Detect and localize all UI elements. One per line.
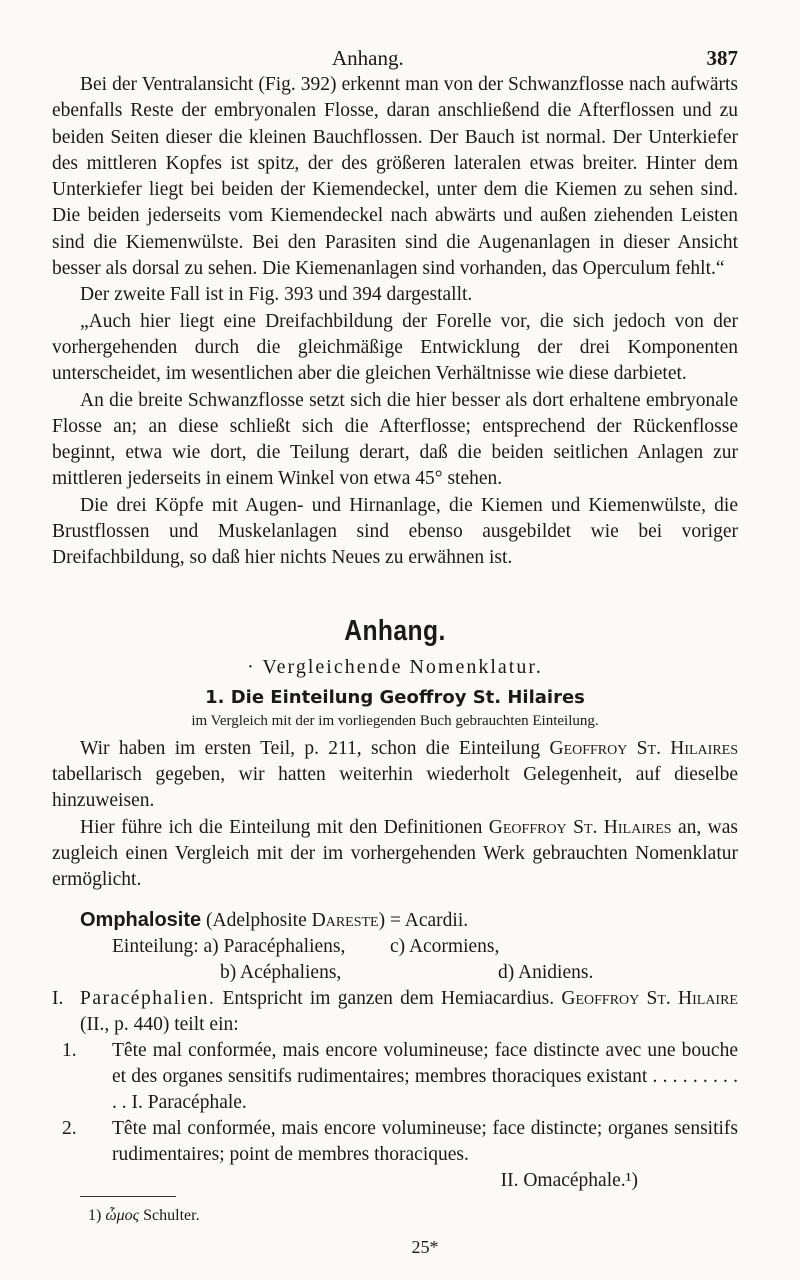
section-I — [52, 986, 738, 1038]
running-header — [52, 46, 738, 72]
paragraph-triple-formation: „Auch hier liegt eine Dreifachbildung der Forelle vor, die sich jedoch von der vorhergehenden durch die gleichmäßige Entwicklung der drei Komponenten unterscheidet, im wesentlichen aber die gleichen Verhältnisse wie diese darbietet. — [52, 310, 738, 385]
paragraph-second-case: Der zweite Fall ist in Fig. 393 und 394 dargestallt. — [80, 284, 473, 306]
section-I-body — [52, 986, 738, 1038]
page — [52, 46, 738, 1258]
omph-paren-a: (Adelphosite — [201, 910, 312, 932]
omphalosite-term: Omphalosite — [80, 909, 202, 932]
paragraph-three-heads: Die drei Köpfe mit Augen- und Hirnanlage, die Kiemen und Kiemenwülste, die Brustflossen und Muskelanlagen sind ebenso ausgebildet wie bei voriger Dreifachbildung, so daß hier nichts Neues zu erwähnen ist. — [52, 494, 738, 569]
paragraph-tail-fin: An die breite Schwanzflosse setzt sich die hier besser als dort erhaltene embryonale Flosse an; an diese schließt sich die Afterflosse; entsprechend der Rückenflosse beginnt, etwa wie dort, die Teilung derart, daß die beiden seitlichen Anlagen zur mittleren jederseits in einem Winkel von etwa 45° stehen. — [52, 389, 738, 490]
author-name: Geoffroy St. Hilaire — [561, 988, 738, 1010]
list-item-text — [86, 1116, 738, 1168]
omphalosite-heading — [52, 907, 738, 934]
paragraph-first-part — [52, 736, 738, 815]
header-title: Anhang. — [332, 46, 404, 70]
item-1-text: Tête mal conformée, mais encore volumineuse; face distincte avec une bouche et des organes sensitifs rudimentaires; membres thoraciques existant . . . . . . . . . . . — [112, 1040, 738, 1114]
footnote-greek: ὦμος — [105, 1207, 140, 1225]
list-item-number: 2. — [62, 1118, 77, 1140]
author-name: Geoffroy St. Hilaires — [549, 737, 738, 759]
class-b: b) Acéphaliens, — [220, 962, 342, 984]
appendix-subtitle: · Vergleichende Nomenklatur. — [247, 655, 543, 678]
classification-list — [52, 934, 738, 986]
paracephalien-term: Paracéphalien. — [80, 988, 216, 1010]
section-I-text-b: (II., p. 440) teilt ein: — [80, 1014, 239, 1036]
classification-row-1 — [112, 934, 390, 960]
class-a: a) Paracéphaliens, — [203, 936, 346, 958]
class-d: d) Anidiens. — [498, 962, 594, 984]
footnote-rule — [80, 1196, 176, 1197]
list-item — [52, 1116, 738, 1194]
list-item-number: 1. — [62, 1040, 77, 1062]
dareste-name: Dareste — [311, 910, 379, 932]
section-I-number: I. — [52, 988, 64, 1010]
section-I-text-a: Entspricht im ganzen dem Hemiacardius. — [215, 988, 562, 1010]
list-item-text — [86, 1038, 738, 1116]
item-1-result: I. Paracéphale. — [131, 1092, 247, 1114]
signature-mark: 25* — [411, 1237, 439, 1258]
appendix-title: Anhang. — [344, 614, 446, 647]
p2-text-a: Hier führe ich die Einteilung mit den Definitionen — [80, 816, 489, 838]
page-number: 387 — [706, 46, 738, 70]
paragraph-definitions — [52, 815, 738, 894]
p1-text-b: tabellarisch gegeben, wir hatten weiterhin wiederholt Gelegenheit, auf dieselbe hinzuweisen. — [52, 763, 738, 812]
omph-paren-b: ) = Acardii. — [378, 910, 469, 932]
footnote — [52, 1205, 738, 1227]
author-name: Geoffroy St. Hilaires — [488, 816, 672, 838]
class-c: c) Acormiens, — [390, 936, 500, 958]
p1-text-a: Wir haben im ersten Teil, p. 211, schon die Einteilung — [80, 737, 550, 759]
p2-text-b: an, was zugleich einen Vergleich mit der im vorhergehenden Werk gebrauchten Nomenklatur ermöglicht. — [52, 816, 739, 891]
section-title: 1. Die Einteilung Geoffroy St. Hilaires — [205, 686, 585, 708]
item-2-text: Tête mal conformée, mais encore volumineuse; face distincte; organes sensitifs rudimentaires; point de membres thoraciques. — [112, 1118, 738, 1166]
paragraph-ventral-view: Bei der Ventralansicht (Fig. 392) erkennt man von der Schwanzflosse nach aufwärts ebenfalls Reste der embryonalen Flosse, daran anschließend die Afterflossen und zu beiden Seiten dieser die kleinen Bauchflossen. Der Bauch ist normal. Der Unterkiefer des mittleren Kopfes ist spitz, der des größeren lateralen etwas breiter. Hinter dem Unterkiefer liegt bei beiden der Kiemendeckel, unter dem die Kiemen zu sehen sind. Die beiden jederseits vom Kiemendeckel nach abwärts und außen ziehenden Leisten sind die Kiemenwülste. Bei den Parasiten sind die Augenanlagen in dieser Ansicht besser als dorsal zu sehen. Die Kiemenanlagen sind vorhanden, das Operculum fehlt.“ — [52, 74, 738, 280]
item-2-result: II. Omacéphale.¹) — [500, 1170, 638, 1192]
section-note: im Vergleich mit der im vorliegenden Buch gebrauchten Einteilung. — [191, 712, 599, 729]
einteilung-label: Einteilung: — [112, 936, 199, 958]
footnote-text: Schulter. — [139, 1207, 200, 1225]
footnote-mark: 1) — [88, 1207, 102, 1225]
appendix-subtitle-text: Vergleichende Nomenklatur. — [262, 655, 543, 678]
list-item — [52, 1038, 738, 1116]
